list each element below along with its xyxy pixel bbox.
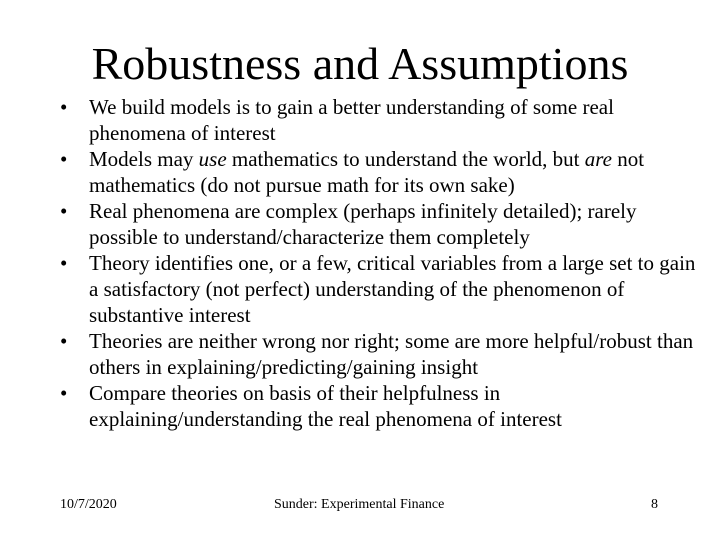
bullet-item <box>60 380 700 432</box>
bullet-item <box>60 328 700 380</box>
bullet-text: mathematics to understand the world, but <box>226 147 585 171</box>
bullet-text: Models may <box>89 147 199 171</box>
footer-date: 10/7/2020 <box>60 497 117 512</box>
bullet-item <box>60 146 700 198</box>
bullet-text: Theories are neither wrong nor right; some are more helpful/robust than others in explaining/predicting/gaining insight <box>89 329 694 379</box>
bullet-text: not mathematics (do not pursue math for its own sake) <box>89 147 645 197</box>
bullet-item <box>60 94 700 146</box>
bullet-text: Theory identifies one, or a few, critical variables from a large set to gain a satisfactory (not perfect) understanding of the phenomenon of substantive interest <box>89 251 696 327</box>
slide-title: Robustness and Assumptions <box>91 38 629 89</box>
bullet-text: We build models is to gain a better understanding of some real phenomena of interest <box>89 95 614 145</box>
bullet-marker: • <box>60 95 68 119</box>
bullet-marker: • <box>60 381 68 405</box>
bullet-list <box>60 94 700 432</box>
bullet-item <box>60 198 700 250</box>
bullet-marker: • <box>60 329 68 353</box>
footer-title: Sunder: Experimental Finance <box>274 497 445 512</box>
bullet-item <box>60 250 700 328</box>
bullet-text: Real phenomena are complex (perhaps infinitely detailed); rarely possible to understand/characterize them completely <box>89 199 637 249</box>
bullet-marker: • <box>60 147 68 171</box>
emphasis-text: are <box>584 147 612 171</box>
bullet-marker: • <box>60 251 68 275</box>
emphasis-text: use <box>198 147 227 171</box>
bullet-text: Compare theories on basis of their helpfulness in explaining/understanding the real phenomena of interest <box>89 381 562 431</box>
bullet-marker: • <box>60 199 68 223</box>
page-number: 8 <box>651 497 658 512</box>
